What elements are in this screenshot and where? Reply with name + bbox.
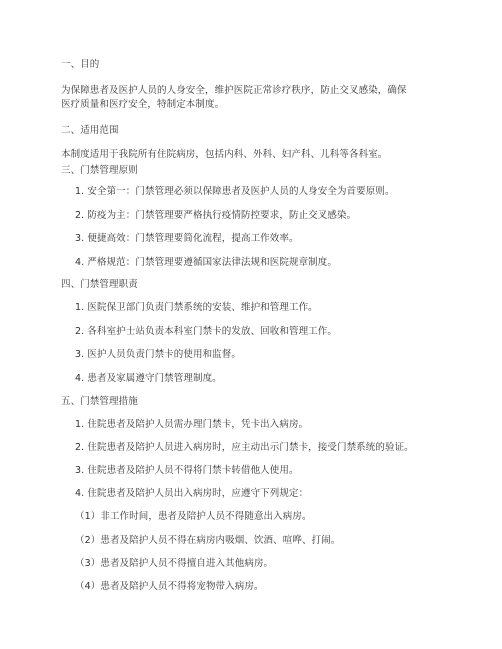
- list-item: 3. 便捷高效：门禁管理要简化流程，提高工作效率。: [75, 233, 299, 244]
- list-item: 2. 住院患者及陪护人员进入病房时，应主动出示门禁卡，接受门禁系统的验证。: [75, 442, 414, 453]
- section-heading-measures: 五、门禁管理措施: [61, 396, 138, 407]
- paragraph-scope: 本制度适用于我院所有住院病房，包括内科、外科、妇产科、儿科等各科室。: [61, 149, 388, 160]
- list-item: 3. 医护人员负责门禁卡的使用和监督。: [75, 349, 241, 360]
- section-heading-scope: 二、适用范围: [61, 125, 119, 136]
- section-heading-purpose: 一、目的: [61, 59, 100, 70]
- sub-list-item: （2）患者及陪护人员不得在病房内吸烟、饮酒、喧哗、打闹。: [75, 535, 341, 546]
- list-item: 2. 各科室护士站负责本科室门禁卡的发放、回收和管理工作。: [75, 326, 337, 337]
- list-item: 4. 住院患者及陪护人员出入病房时，应遵守下列规定：: [75, 488, 309, 499]
- list-item: 2. 防疫为主：门禁管理要严格执行疫情防控要求，防止交叉感染。: [75, 210, 357, 221]
- list-item: 4. 患者及家属遵守门禁管理制度。: [75, 373, 222, 384]
- list-item: 4. 严格规范：门禁管理要遵循国家法律法规和医院规章制度。: [75, 257, 337, 268]
- paragraph-purpose-line-1: 为保障患者及医护人员的人身安全，维护医院正常诊疗秩序，防止交叉感染，确保: [61, 85, 407, 96]
- sub-list-item: （3）患者及陪护人员不得擅自进入其他病房。: [75, 558, 274, 569]
- sub-list-item: （4）患者及陪护人员不得将宠物带入病房。: [75, 581, 264, 592]
- sub-list-item: （1）非工作时间，患者及陪护人员不得随意出入病房。: [75, 511, 312, 522]
- section-heading-principles: 三、门禁管理原则: [61, 165, 138, 176]
- list-item: 1. 住院患者及陪护人员需办理门禁卡，凭卡出入病房。: [75, 419, 309, 430]
- list-item: 1. 安全第一：门禁管理必须以保障患者及医护人员的人身安全为首要原则。: [75, 186, 395, 197]
- list-item: 1. 医院保卫部门负责门禁系统的安装、维护和管理工作。: [75, 302, 318, 313]
- list-item: 3. 住院患者及陪护人员不得将门禁卡转借他人使用。: [75, 465, 299, 476]
- section-heading-responsibilities: 四、门禁管理职责: [61, 279, 138, 290]
- paragraph-purpose-line-2: 医疗质量和医疗安全，特制定本制度。: [61, 99, 225, 110]
